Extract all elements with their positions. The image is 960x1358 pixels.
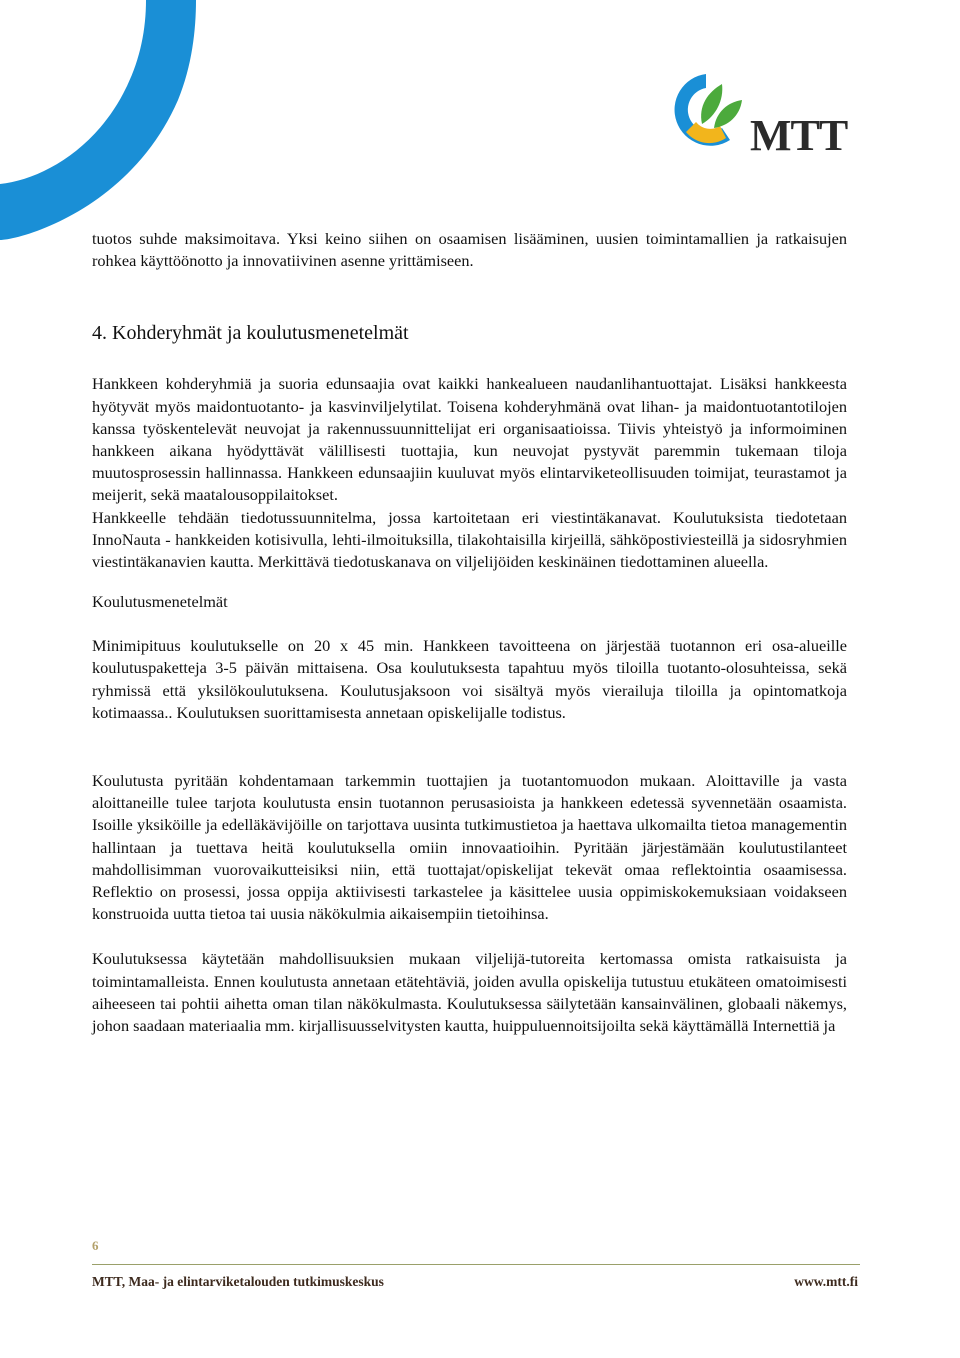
section-heading: 4. Kohderyhmät ja koulutusmenetelmät [92, 322, 409, 345]
methods-paragraph-2: Koulutusta pyritään kohdentamaan tarkemmin tuottajien ja tuotantomuodon mukaan. Aloittaville ja vasta aloittaneille tulee tarjota koulutusta ensin tuotannon perusasioista ja hankkeen edetessä syvennetään osaamista. Isoille yksiköille ja edelläkävijöille on tarjottava uusinta tutkimustietoa ja haettava ulkomailta tietoa managementin hallintaan ja tuettava heitä koulutuksella omiin innovaatioihin. Pyritään järjestämään koulutustilanteet mahdollisimman vuorovaikutteisiksi niin, että tuottajat/opiskelijat tekevät omaa reflektointia osaamisessa. Reflektio on prosessi, jossa oppija aktiivisesti tarkastelee ja käsittelee uusia oppimiskokemuksiaan voidakseen konstruoida uutta tietoa tai uusia näkökulmia aikaisempiin tietoihinsa. [92, 771, 847, 924]
footer-organization: MTT, Maa- ja elintarviketalouden tutkimuskeskus [92, 1274, 384, 1289]
mtt-logo-mark-icon [664, 66, 854, 156]
targets-paragraph-2: Hankkeelle tehdään tiedotussuunnitelma, jossa kartoitetaan eri viestintäkanavat. Koulutuksista tiedotetaan InnoNauta - hankkeiden kotisivulla, lehti-ilmoituksilla, tilakohtaisilla kirjeillä, sähköpostiviesteillä ja sidosryhmien viestintäkanavien kautta. Merkittävä tiedotuskanava on viljelijöiden keskinäinen tiedottaminen alueella. [92, 507, 847, 572]
page-number: 6 [92, 1238, 99, 1253]
logo-wordmark: MTT [750, 111, 848, 156]
methods-subheading: Koulutusmenetelmät [92, 592, 228, 612]
methods-paragraph-3: Koulutuksessa käytetään mahdollisuuksien mukaan viljelijä-tutoreita kertomassa omista ratkaisuista ja toimintamalleista. Ennen koulutusta annetaan etätehtäviä, joiden avulla opiskelija tutustuu etukäteen omatoimisesti aiheeseen tai pohtii aihetta oman tilan näkökulmasta. Koulutuksessa säilytetään kansainvälinen, globaali näkemys, johon saadaan materiaalia mm. kirjallisuusselvitysten kautta, huippuluennoitsijoilta sekä käyttämällä Internettiä ja [92, 949, 847, 1036]
intro-paragraph: tuotos suhde maksimoitava. Yksi keino siihen on osaamisen lisääminen, uusien toimintamallien ja ratkaisujen rohkea käyttöönotto ja innovatiivinen asenne yrittämiseen. [92, 229, 847, 271]
targets-paragraph-1: Hankkeen kohderyhmiä ja suoria edunsaajia ovat kaikki hankealueen naudanlihantuottajat. Lisäksi hankkeesta hyötyvät myös maidontuotanto- ja kasvinviljelytilat. Toisena kohderyhmänä ovat lihan- ja maidontuotantotilojen kanssa työskentelevät neuvojat ja rakennussuunnittelijat eri organisaatioissa. Tiivis yhteistyö ja informoiminen hankkeen aikana hyödyttävät välillisesti tuottajia, kun neuvojat pystyvät paremmin tukemaan tiloja muutosprosessin hallinnassa. Hankkeen edunsaajiin kuuluvat myös elintarviketeollisuuden toimijat, teurastamot ja meijerit, sekä maatalousoppilaitokset. [92, 374, 847, 505]
footer-website-link[interactable]: www.mtt.fi [794, 1274, 858, 1289]
document-body [92, 228, 847, 1037]
mtt-logo [664, 66, 854, 156]
corner-decoration [0, 0, 200, 240]
svg-text:MTT [750, 111, 848, 156]
footer-divider [92, 1264, 860, 1265]
methods-paragraph-1: Minimipituus koulutukselle on 20 x 45 min. Hankkeen tavoitteena on järjestää tuotannon eri osa-alueille koulutuspaketteja 3-5 päivän mittaisena. Osa koulutuksesta tapahtuu myös tiloilla tuotanto-olosuhteissa, sekä ryhmissä että yksilökoulutuksena. Koulutusjaksoon voi sisältyä myös vierailuja tiloilla ja opintomatkoja kotimaassa.. Koulutuksen suorittamisesta annetaan opiskelijalle todistus. [92, 636, 847, 722]
